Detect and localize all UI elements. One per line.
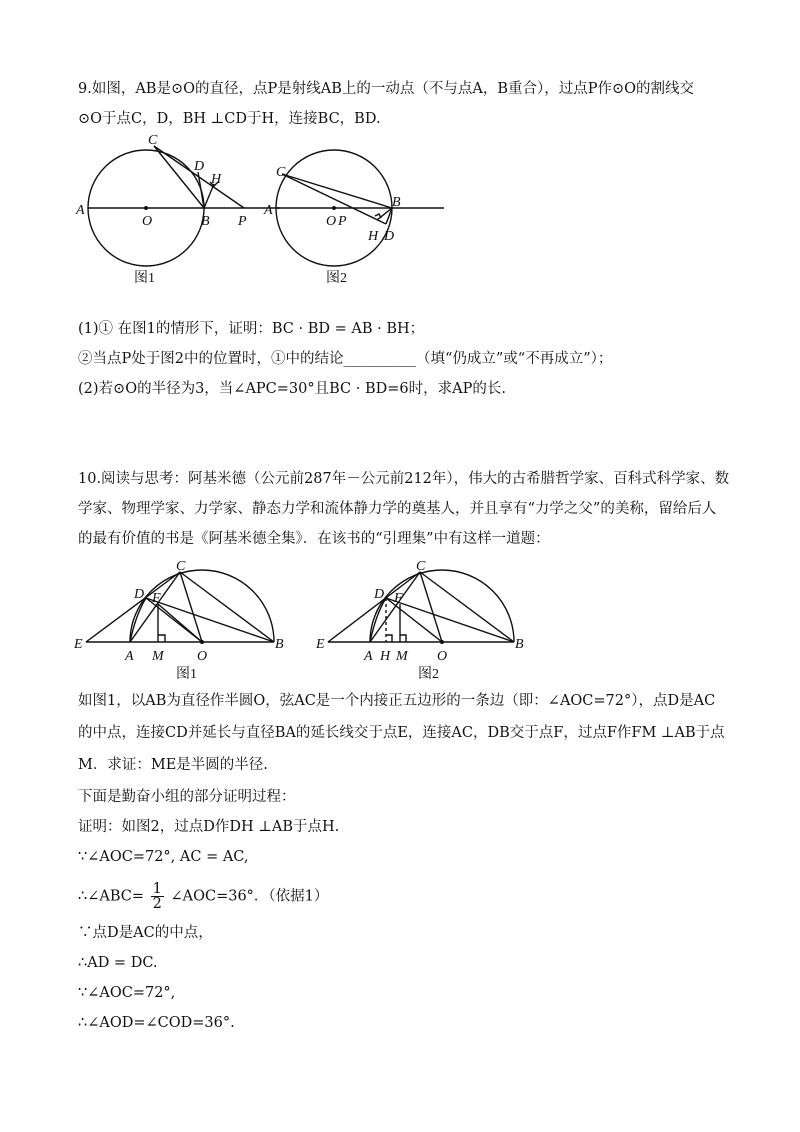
semicircle: [370, 570, 514, 642]
right-angle-mark-h: [386, 635, 392, 642]
q10-paragraph-2: 的中点，连接CD并延长与直径BA的延长线交于点E，连接AC，DB交于点F，过点F作FM ⊥AB于点: [78, 725, 725, 741]
fraction-denominator: 2: [152, 896, 162, 912]
center-point: [440, 640, 444, 644]
line-co: [180, 572, 202, 642]
q10-step-5: ∵∠AOC=72°,: [78, 985, 176, 1001]
label-c: C: [176, 559, 186, 574]
label-h: H: [380, 649, 391, 664]
q10-line-2: 学家、物理学家、力学家、静态力学和流体静力学的奠基人，并且享有“力学之父”的美称，留给后人: [78, 501, 717, 517]
segment-bc: [154, 146, 204, 208]
fraction-numerator: 1: [152, 881, 162, 897]
q10-step-2-right: ∠AOC=36°．（依据1）: [170, 888, 329, 905]
q10-step-4: ∴AD = DC.: [78, 955, 158, 971]
label-d: D: [374, 587, 385, 602]
q10-figure-1: [70, 556, 300, 686]
label-o: O: [437, 649, 448, 664]
q10-paragraph-3: M．求证：ME是半圆的半径.: [78, 757, 268, 773]
arc-ad: [130, 598, 146, 642]
line-co: [420, 572, 442, 642]
q10-fig1-caption: 图1: [176, 667, 197, 682]
q9-figure-1: [70, 130, 280, 290]
label-a: A: [364, 649, 373, 664]
label-b: B: [201, 214, 210, 229]
q9-part1-2: ②当点P处于图2中的位置时，①中的结论__________（填“仍成立”或“不再成立”）；: [78, 351, 613, 367]
q10-step-3: ∵点D是AC的中点，: [78, 925, 213, 941]
q9-part2: (2)若⊙O的半径为3，当∠APC=30°且BC · BD=6时，求AP的长.: [78, 381, 506, 397]
label-d: D: [134, 587, 145, 602]
label-a: A: [125, 649, 134, 664]
label-m: M: [396, 649, 408, 664]
segment-bh: [204, 184, 214, 208]
label-f: F: [394, 591, 403, 606]
label-h: H: [368, 229, 379, 244]
q9-fig2-caption: 图2: [326, 271, 347, 286]
line-cb: [180, 572, 274, 642]
label-c: C: [148, 133, 158, 148]
label-o: O: [142, 214, 153, 229]
label-m: M: [152, 649, 164, 664]
right-angle-mark-m: [400, 635, 406, 642]
q10-fig2-caption: 图2: [418, 667, 439, 682]
label-c: C: [416, 559, 426, 574]
line-ec: [328, 572, 420, 642]
q10-line-1: 10.阅读与思考：阿基米德（公元前287年－公元前212年），伟大的古希腊哲学家、百科式科学家、数: [78, 471, 730, 487]
label-b: B: [392, 195, 401, 210]
q10-step-1: ∵∠AOC=72°, AC = AC,: [78, 849, 249, 865]
label-f: F: [152, 591, 161, 606]
right-angle-mark: [158, 635, 165, 642]
center-point: [144, 206, 148, 210]
semicircle: [130, 570, 274, 642]
segment-bc: [282, 174, 392, 208]
q10-step-2-left: ∴∠ABC=: [78, 888, 145, 905]
q10-figure-2: [312, 556, 542, 686]
q10-paragraph-4: 下面是勤奋小组的部分证明过程：: [78, 789, 296, 805]
label-c: C: [276, 165, 286, 180]
center-point: [200, 640, 204, 644]
label-a: A: [264, 203, 273, 218]
label-a: A: [76, 203, 85, 218]
right-angle-mark: [375, 214, 381, 218]
q9-line-1: 9.如图，AB是⊙O的直径，点P是射线AB上的一动点（不与点A，B重合），过点P作⊙O的割线交: [78, 81, 695, 97]
label-h: H: [211, 172, 222, 187]
label-e: E: [74, 637, 83, 652]
label-b: B: [275, 637, 284, 652]
label-o: O: [197, 649, 208, 664]
label-o: O: [326, 214, 337, 229]
label-e: E: [316, 637, 325, 652]
label-d: D: [384, 229, 395, 244]
q10-line-3: 的最有价值的书是《阿基米德全集》．在该书的“引理集”中有这样一道题：: [78, 531, 550, 547]
q9-line-2: ⊙O于点C，D，BH ⊥CD于H，连接BC，BD.: [78, 111, 381, 127]
q10-proof-intro: 证明：如图2，过点D作DH ⊥AB于点H.: [78, 819, 340, 835]
q9-part1-1: (1)① 在图1的情形下，证明：BC · BD = AB · BH；: [78, 321, 425, 337]
label-b: B: [515, 637, 524, 652]
line-cb: [420, 572, 514, 642]
fraction-half: [151, 882, 164, 911]
q10-paragraph-1: 如图1，以AB为直径作半圆O，弦AC是一个内接正五边形的一条边（即：∠AOC=72°），点D是AC: [78, 693, 716, 709]
q10-step-6: ∴∠AOD=∠COD=36°.: [78, 1015, 235, 1031]
label-p: P: [238, 214, 247, 229]
label-d: D: [194, 159, 205, 174]
q10-step-2: [78, 882, 328, 911]
q9-fig1-caption: 图1: [134, 271, 155, 286]
q9-figure-2: [262, 130, 452, 290]
center-point: [332, 206, 336, 210]
label-p: P: [338, 214, 347, 229]
